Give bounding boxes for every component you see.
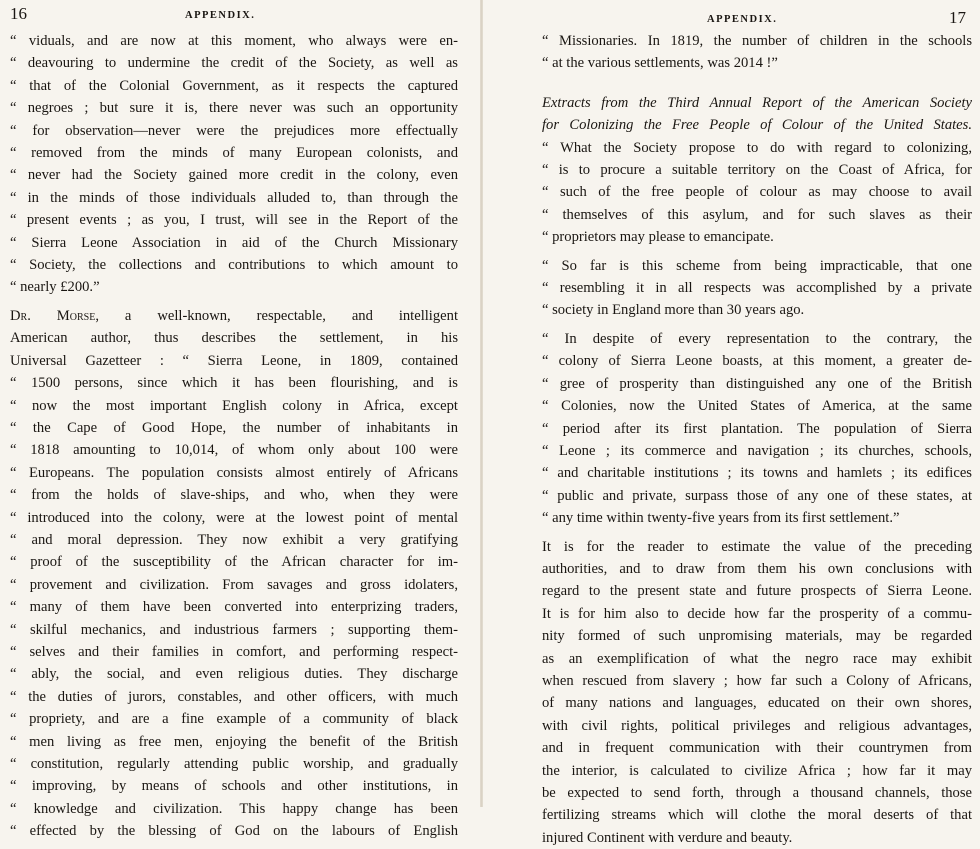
text-line: “ colony of Sierra Leone boasts, at this moment, a greater de- [542,353,972,370]
text-line: be expected to send forth, through a thousand channels, those [542,785,972,801]
text-line: “ public and private, surpass those of any one of these states, at [542,487,972,504]
text-line: “ deavouring to undermine the credit of the Society, as well as [10,55,458,72]
text-line: “ negroes ; but sure it is, there never was such an opportunity [10,100,458,117]
text-line: “ introduced into the colony, were at the lowest point of mental [10,509,458,526]
text-line: “ society in England more than 30 years ago. [542,302,805,319]
left-paragraph-1 [10,30,458,299]
text-line: injured Continent with verdure and beauty. [542,829,793,846]
text-line: “ What the Society propose to do with regard to colonizing, [542,139,972,156]
text-line: “ Society, the collections and contributions to which amount to [10,257,458,274]
text-line: “ Sierra Leone Association in aid of the Church Missionary [10,234,458,251]
text-line: “ that of the Colonial Government, as it respects the captured [10,77,458,94]
text-line: “ effected by the blessing of God on the labours of English [10,823,458,840]
text-line: “ improving, by means of schools and other institutions, in [10,778,458,795]
text-line: when rescued from slavery ; how far such a Colony of Africans, [542,672,972,689]
left-page-number: 16 [10,4,27,23]
text-line: American author, thus describes the settlement, in his [10,330,458,347]
text-line: “ Missionaries. In 1819, the number of children in the schools [542,33,972,49]
left-running-title: APPENDIX. [185,10,256,21]
author-name: Dr. Morse, [10,307,99,324]
text-line: Universal Gazetteer : “ Sierra Leone, in 1809, contained [10,352,458,369]
right-paragraph-4 [542,328,972,530]
text-line: “ the Cape of Good Hope, the number of inhabitants in [10,419,458,436]
text-line: “ knowledge and civilization. This happy change has been [10,800,458,817]
text-line: “ is to procure a suitable territory on the Coast of Africa, for [542,162,972,179]
text-line: nity formed of such unpromising materials, may be regarded [542,628,972,645]
text-line: “ constitution, regularly attending public worship, and gradually [10,756,458,772]
right-page [482,0,980,846]
left-page [0,0,482,840]
text-line: It is for the reader to estimate the value of the preceding [542,538,972,555]
text-line: “ 1818 amounting to 10,014, of whom only about 100 were [10,442,458,459]
text-line: for Colonizing the Free People of Colour of the United States. [542,117,972,134]
text-line: the interior, is calculated to civilize Africa ; how far it may [542,762,972,779]
text-line: regard to the present state and future prospects of Sierra Leone. [542,583,972,600]
text-line: “ the duties of jurors, constables, and other officers, with much [10,688,458,705]
text-line: “ Leone ; its commerce and navigation ; its churches, schools, [542,442,972,459]
text-line: “ nearly £200.” [10,279,100,296]
text-line: fertilizing streams which will clothe the moral deserts of that [542,807,972,824]
text-line: “ many of them have been converted into enterprizing traders, [10,599,458,616]
extract-heading [542,92,972,137]
text-line: “ at the various settlements, was 2014 !” [542,55,778,72]
text-line: as an exemplification of what the negro race may exhibit [542,650,972,667]
text-line: “ ably, the social, and even religious duties. They discharge [10,666,458,683]
right-running-head [542,4,972,30]
text-line: “ any time within twenty-five years from its first settlement.” [542,510,900,527]
text-line: “ 1500 persons, since which it has been flourishing, and is [10,375,458,392]
text-line: “ men living as free men, enjoying the benefit of the British [10,733,458,750]
text-line: “ propriety, and are a fine example of a community of black [10,711,458,728]
text-line: of many nations and languages, educated on their own shores, [542,695,972,712]
left-running-head [10,4,458,30]
text-line: “ skilful mechanics, and industrious farmers ; supporting them- [10,621,458,638]
right-paragraph-5 [542,536,972,849]
text-line: “ never had the Society gained more credit in the colony, even [10,167,458,184]
text-line: “ resembling it in all respects was accomplished by a private [542,280,972,297]
right-paragraph-1 [542,30,972,75]
left-paragraph-2 [10,305,458,843]
text-line: “ from the holds of slave-ships, and who, when they were [10,487,458,504]
text-line: authorities, and to draw from them his own conclusions with [542,560,972,577]
text-line: “ for observation—never were the prejudices more effectually [10,122,458,139]
text-line: “ viduals, and are now at this moment, who always were en- [10,33,458,49]
text-line: “ proof of the susceptibility of the African character for im- [10,554,458,571]
text-line: “ and moral depression. They now exhibit a very gratifying [10,531,458,548]
right-running-title: APPENDIX. [707,14,778,25]
text-line: “ In despite of every representation to the contrary, the [542,330,972,347]
text-line: “ themselves of this asylum, and for such slaves as their [542,206,972,223]
text-line: “ such of the free people of colour as may choose to avail [542,184,972,201]
text-line: “ in the minds of those individuals alluded to, than through the [10,189,458,206]
text-line: “ period after its first plantation. The population of Sierra [542,420,972,437]
text-line: It is for him also to decide how far the prosperity of a commu- [542,605,972,622]
left-paragraph-2-first-line: Dr. Morse, a well-known, respectable, and intelligent [10,307,458,324]
text-line: and in frequent communication with their countrymen from [542,740,972,757]
text-line: “ Europeans. The population consists almost entirely of Africans [10,464,458,481]
right-page-number: 17 [949,8,966,27]
right-paragraph-3 [542,255,972,322]
text-line: with civil rights, political privileges and religious advantages, [542,717,972,734]
text-line: “ So far is this scheme from being impracticable, that one [542,257,972,274]
text-line: “ gree of prosperity than distinguished any one of the British [542,375,972,392]
text-line: “ selves and their families in comfort, and performing respect- [10,643,458,660]
text-line: “ now the most important English colony in Africa, except [10,397,458,414]
text-line: Extracts from the Third Annual Report of the American Society [542,94,972,111]
text-line: “ removed from the minds of many European colonists, and [10,145,458,162]
text-line: “ Colonies, now the United States of America, at the same [542,398,972,415]
text-line: “ present events ; as you, I trust, will see in the Report of the [10,212,458,229]
text-line: “ and charitable institutions ; its towns and hamlets ; its edifices [542,465,972,482]
text-line: “ provement and civilization. From savages and gross idolaters, [10,576,458,593]
text-line: “ proprietors may please to emancipate. [542,229,774,246]
right-paragraph-2 [542,137,972,249]
